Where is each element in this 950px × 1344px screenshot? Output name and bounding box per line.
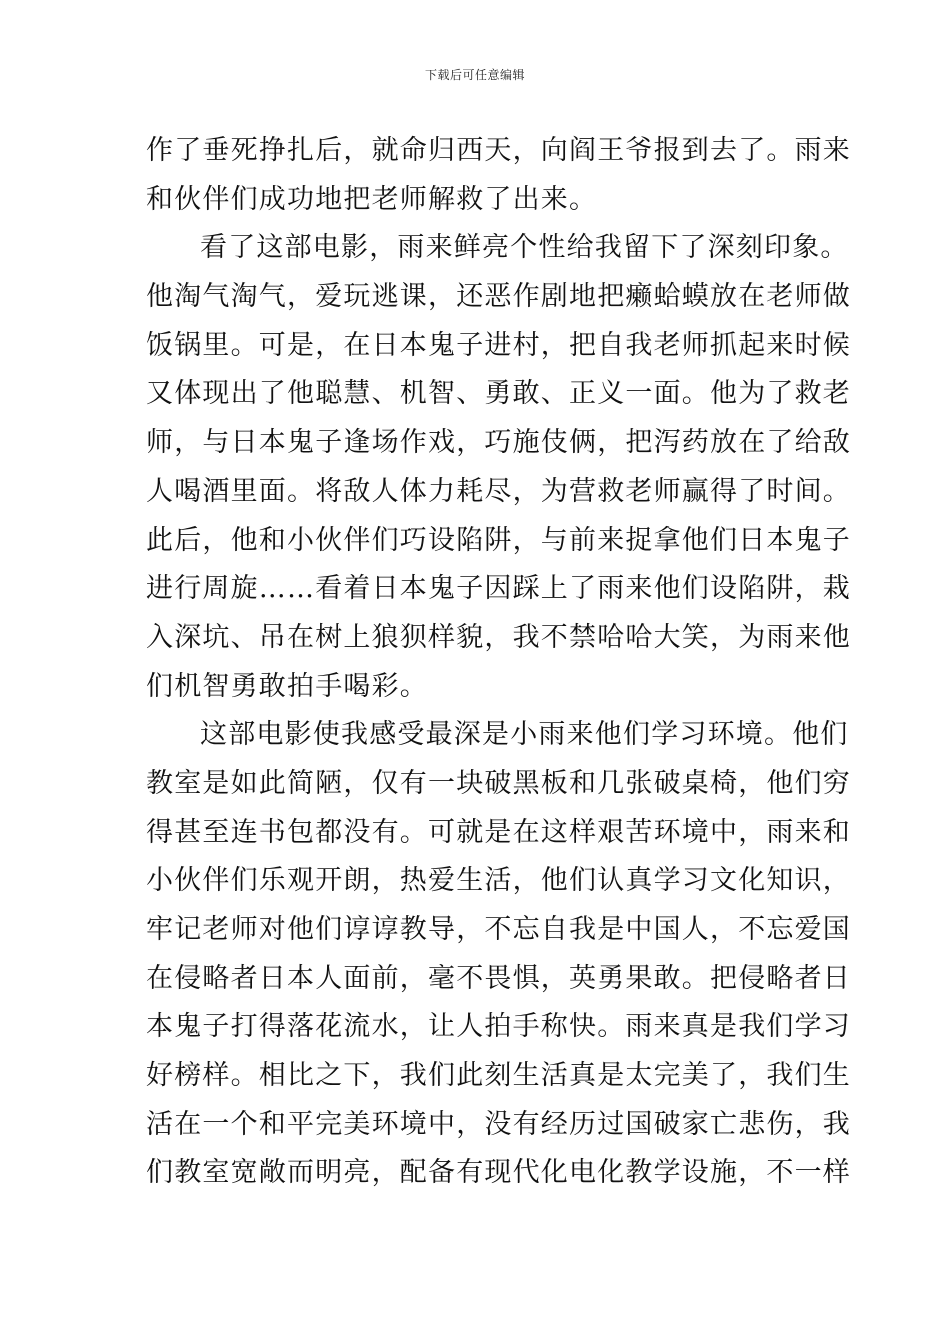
paragraph-start-line: 这部电影使我感受最深是小雨来他们学习环境。他们 <box>200 719 849 751</box>
text-line: 饭锅里。可是，在日本鬼子进村，把自我老师抓起来时候 <box>146 329 851 361</box>
text-line: 牢记老师对他们谆谆教导，不忘自我是中国人，不忘爱国 <box>146 914 851 945</box>
text-line: 好榜样。相比之下，我们此刻生活真是太完美了，我们生 <box>146 1060 851 1092</box>
text-line: 师，与日本鬼子逢场作戏，巧施伎俩，把泻药放在了给敌 <box>146 427 851 459</box>
text-line: 他淘气淘气，爱玩逃课，还恶作剧地把癞蛤蟆放在老师做 <box>146 281 851 313</box>
text-line: 得甚至连书包都没有。可就是在这样艰苦环境中，雨来和 <box>146 816 851 848</box>
text-line: 活在一个和平完美环境中，没有经历过国破家亡悲伤，我 <box>146 1108 851 1140</box>
text-line: 和伙伴们成功地把老师解救了出来。 <box>146 183 598 215</box>
text-line: 又体现出了他聪慧、机智、勇敢、正义一面。他为了救老 <box>146 378 851 410</box>
text-line: 小伙伴们乐观开朗，热爱生活，他们认真学习文化知识， <box>146 865 851 897</box>
text-line: 在侵略者日本人面前，毫不畏惧，英勇果敢。把侵略者日 <box>146 962 851 994</box>
text-line: 作了垂死挣扎后，就命归西天，向阎王爷报到去了。雨来 <box>146 135 851 166</box>
paragraph-start-line: 看了这部电影，雨来鲜亮个性给我留下了深刻印象。 <box>200 232 849 264</box>
text-line: 们机智勇敢拍手喝彩。 <box>146 670 428 702</box>
page-header: 下载后可任意编辑 <box>424 68 525 82</box>
text-line: 教室是如此简陋，仅有一块破黑板和几张破桌椅，他们穷 <box>146 767 851 799</box>
text-line: 此后，他和小伙伴们巧设陷阱，与前来捉拿他们日本鬼子 <box>146 524 851 556</box>
text-line: 本鬼子打得落花流水，让人拍手称快。雨来真是我们学习 <box>146 1011 851 1043</box>
text-line: 人喝酒里面。将敌人体力耗尽，为营救老师赢得了时间。 <box>146 475 851 507</box>
document-body <box>146 127 851 1198</box>
text-line: 进行周旋……看着日本鬼子因踩上了雨来他们设陷阱，栽 <box>146 573 851 605</box>
text-line: 们教室宽敞而明亮，配备有现代化电化教学设施，不一样 <box>146 1157 851 1189</box>
text-line: 入深坑、吊在树上狼狈样貌，我不禁哈哈大笑，为雨来他 <box>146 621 851 653</box>
